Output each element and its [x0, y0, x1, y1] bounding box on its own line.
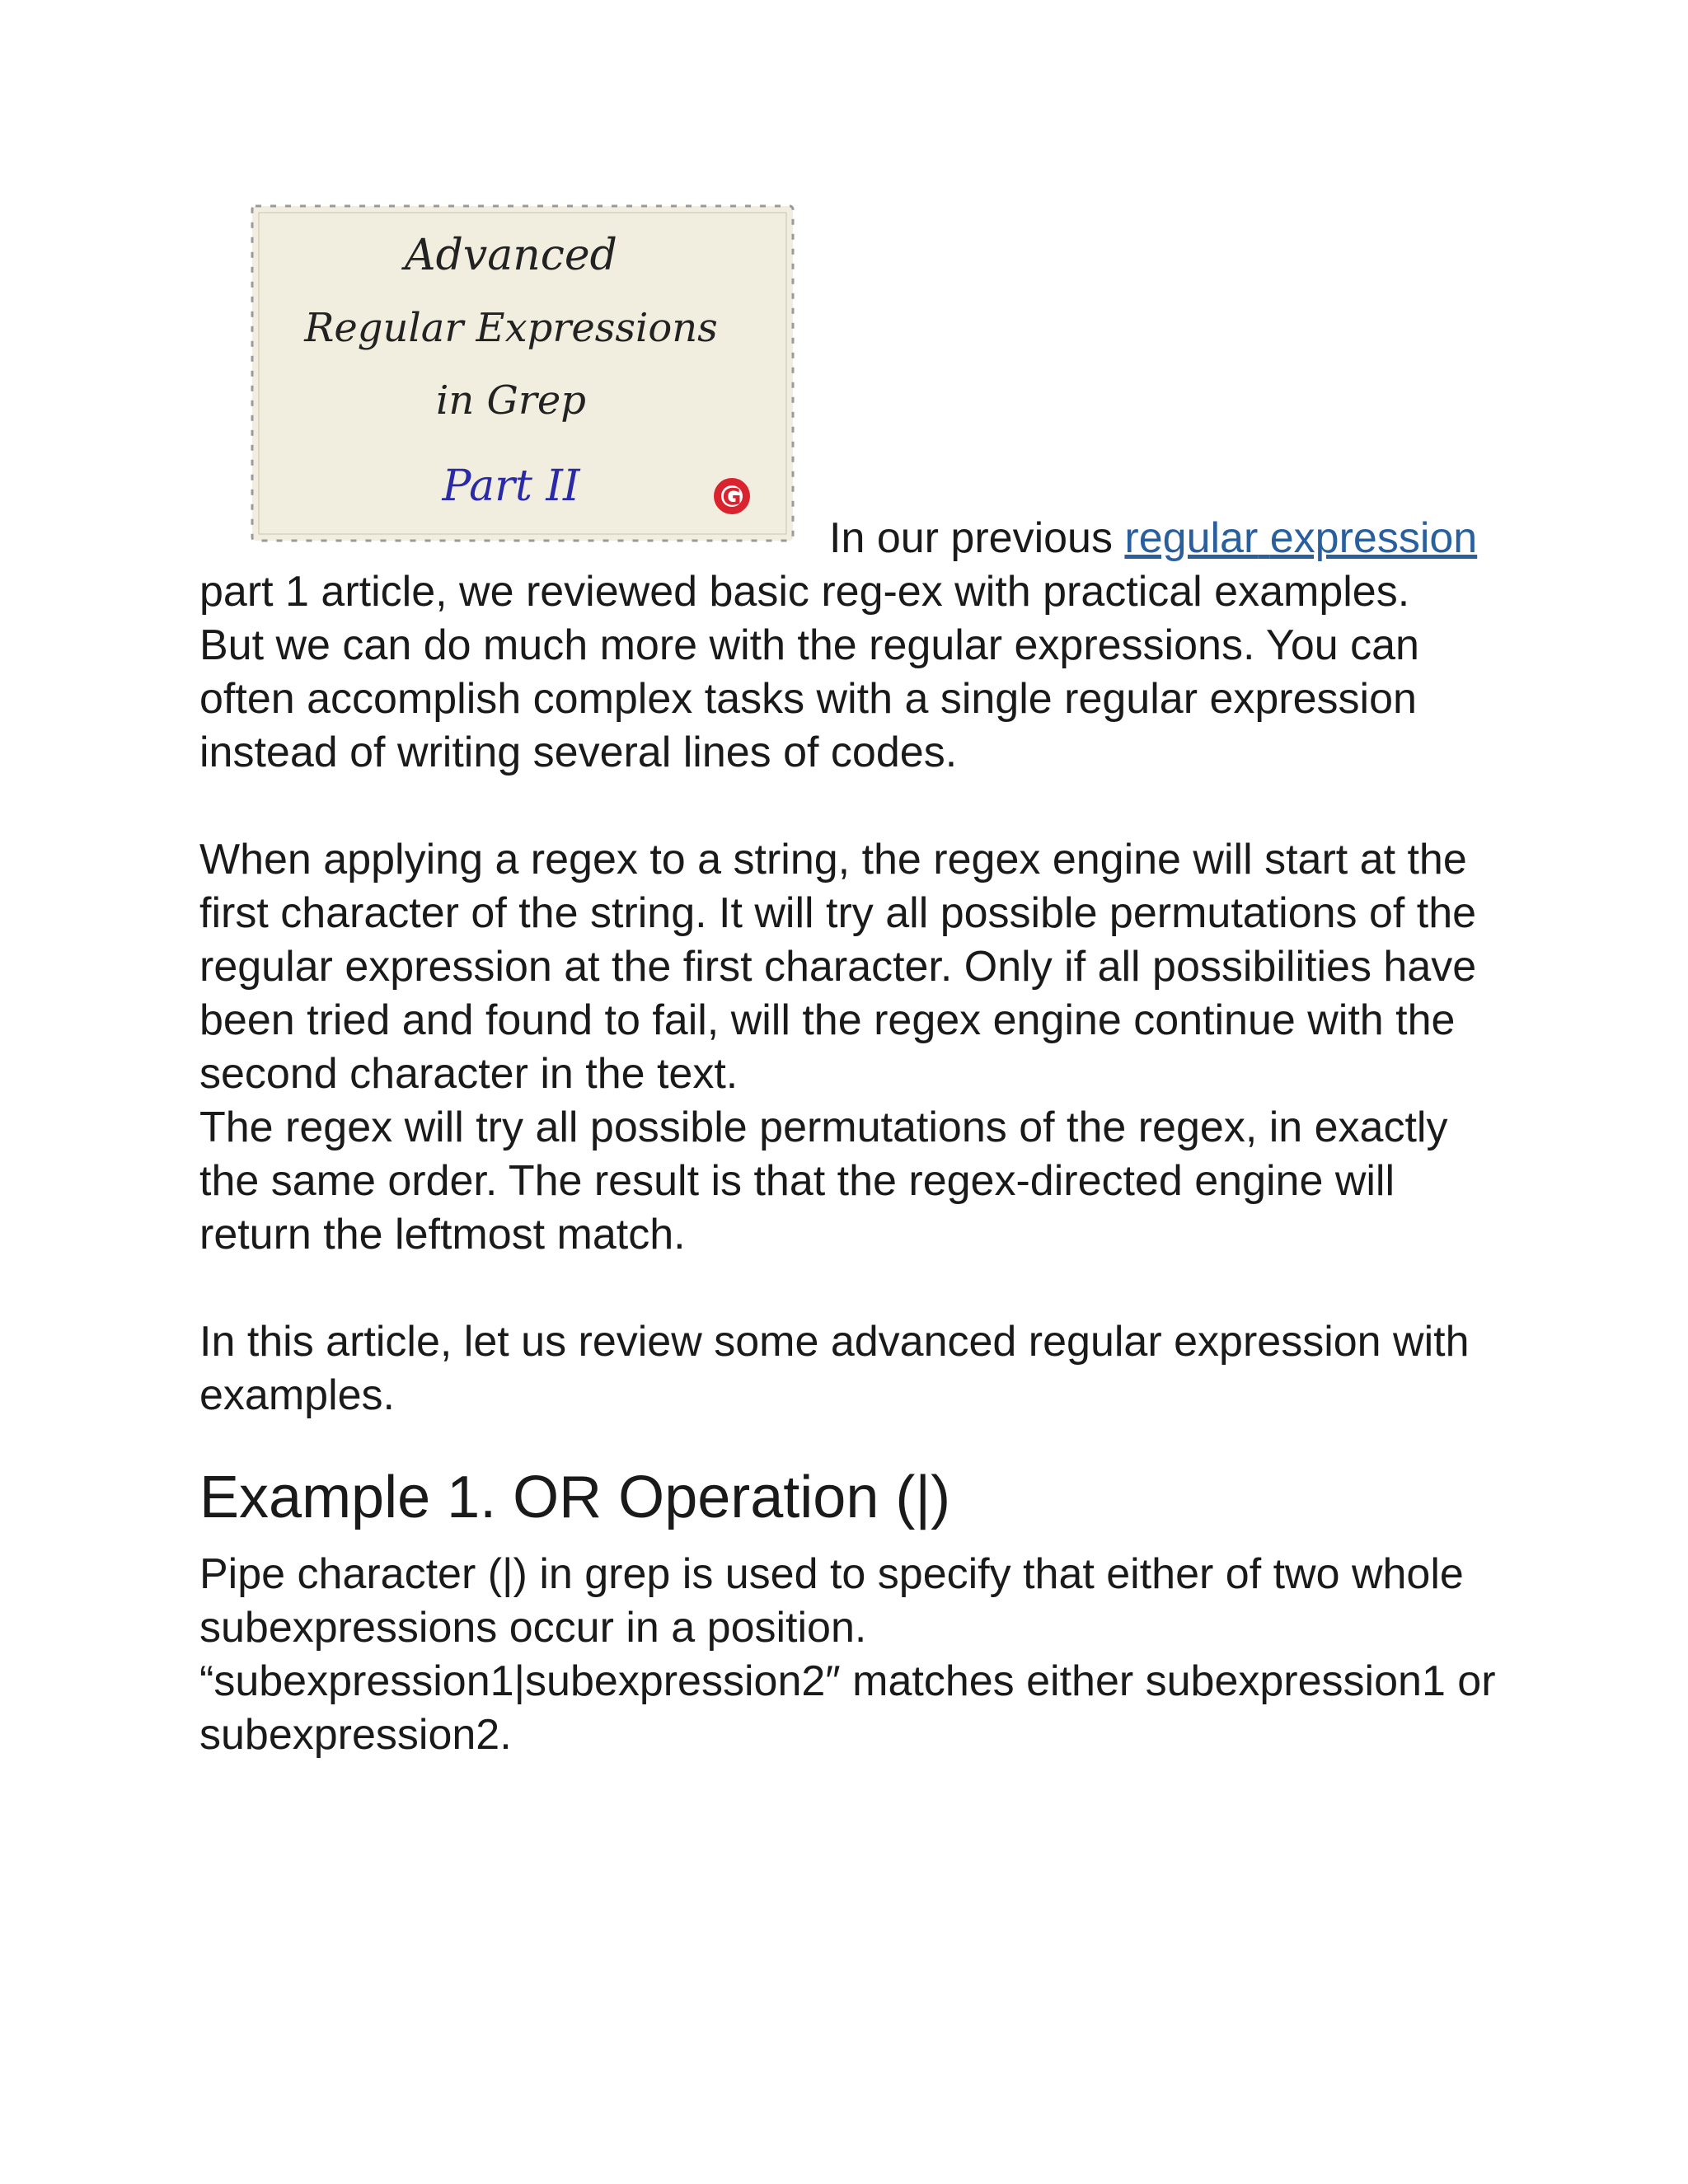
stamp-part-label: Part II: [442, 462, 580, 511]
example-1-paragraph: Pipe character (|) in grep is used to specify that either of two whole subexpressions occur in a position. “subexpression1|subexpression2″ matches either subexpression1 or subexpression2.: [199, 1550, 1496, 1759]
hero-stamp-image: [199, 198, 818, 552]
paragraph-spacer: [199, 1262, 1502, 1315]
paragraph-3: When applying a regex to a string, the regex engine will start at the first character of the string. It will try all possible permutations of the regular expression at the first character. Only if all possibilities have been tried and found to fail, will the regex engine continue with the second character in the text.: [199, 836, 1477, 1098]
paragraph-4: The regex will try all possible permutations of the regex, in exactly the same order. The result is that the regex-directed engine will return the leftmost match.: [199, 1104, 1448, 1258]
stamp-line-2: Regular Expressions: [304, 305, 718, 351]
intro-text-before-link: In our previous: [829, 514, 1125, 562]
paragraph-2: But we can do much more with the regular expressions. You can often accomplish complex tasks with a single regular expression instead of writing several lines of codes.: [199, 621, 1419, 776]
intro-paragraph: [199, 198, 1502, 619]
link-text-part-2[interactable]: expression: [1269, 514, 1478, 562]
link-text-part-1[interactable]: regular: [1124, 514, 1259, 562]
paragraph-spacer: [199, 780, 1502, 833]
paragraph-5: In this article, let us review some advanced regular expression with examples.: [199, 1318, 1470, 1419]
article-body: [199, 198, 1502, 1762]
intro-text-after-link: part 1 article, we reviewed basic reg-ex with practical examples.: [199, 568, 1410, 616]
stamp-line-3: in Grep: [436, 377, 586, 424]
regular-expression-link[interactable]: [1124, 514, 1477, 562]
example-1-heading: Example 1. OR Operation (|): [199, 1465, 951, 1530]
stamp-line-1: Advanced: [405, 231, 617, 280]
stamp-frame: [204, 198, 818, 552]
g-logo-letter: G: [722, 483, 742, 510]
